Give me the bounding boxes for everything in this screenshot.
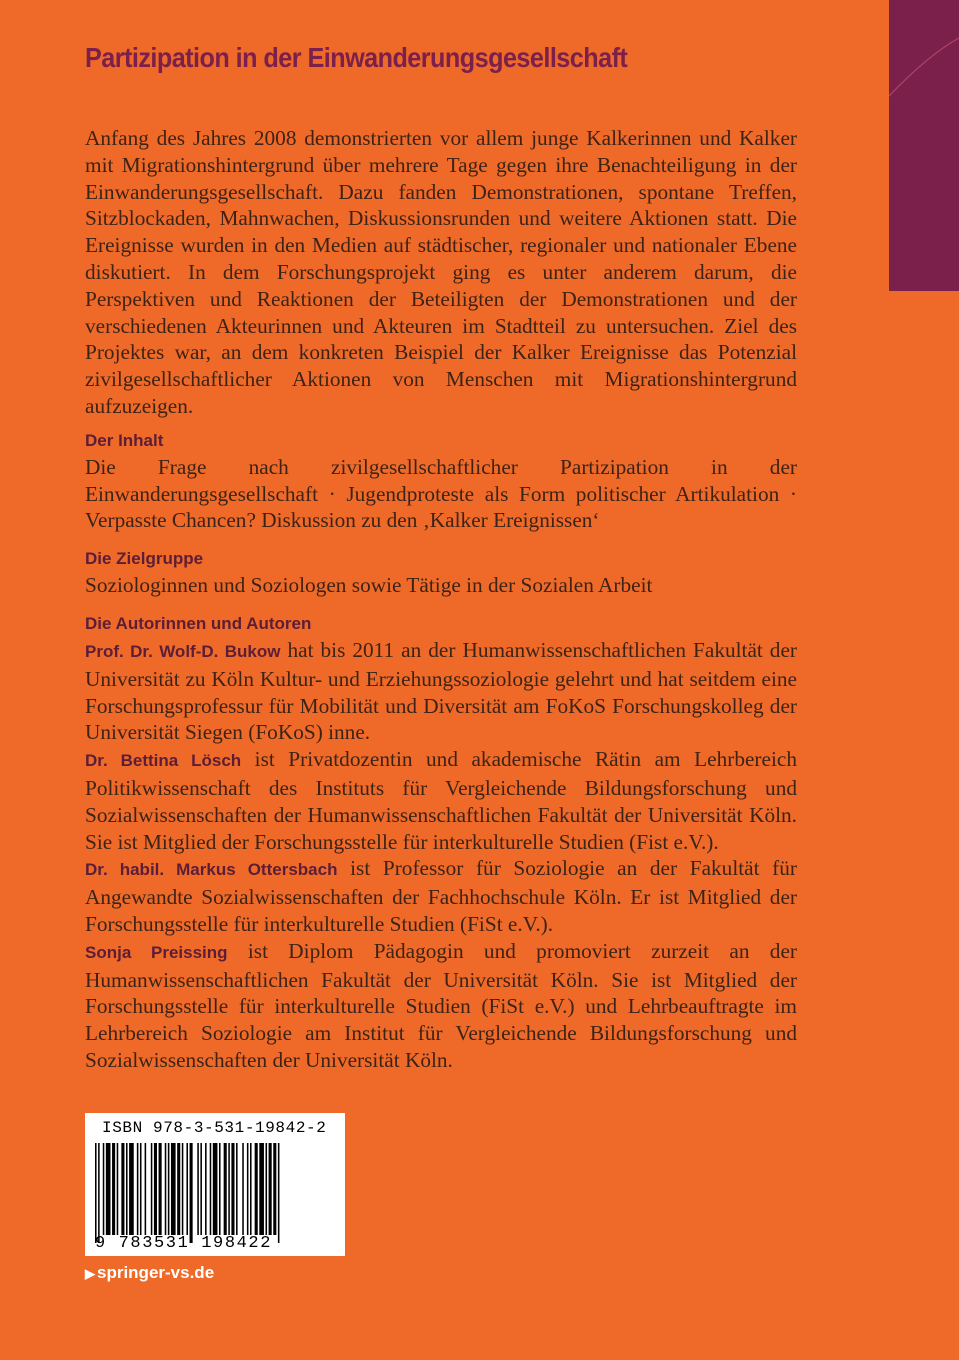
barcode-bar [137, 1143, 139, 1235]
barcode-bar [168, 1143, 170, 1235]
barcode-bar [106, 1143, 111, 1235]
barcode-bar [117, 1143, 119, 1235]
autoren-heading: Die Autorinnen und Autoren [85, 613, 312, 633]
barcode-bar [165, 1143, 167, 1235]
barcode-bar [177, 1143, 180, 1235]
author-bio-text: ist Privatdozentin und akademische Rätin am Lehrbereich Politikwissenschaft des Instituts für Vergleichende Bildungsforschung und Sozialwissenschaften der Humanwissenschaftlichen Fakultät der Universität Köln. Sie ist Mitglied der Forschungsstelle für interkulturelle Studien (Fist e.V.). [85, 747, 797, 854]
zielgruppe-text: Soziologinnen und Soziologen sowie Tätige in der Sozialen Arbeit [85, 573, 653, 598]
barcode-bar [186, 1143, 188, 1235]
barcode-bar [121, 1143, 124, 1235]
barcode-bar [242, 1143, 244, 1235]
corner-color-band [889, 0, 959, 291]
barcode-bar [200, 1143, 202, 1235]
author-bio-text: hat bis 2011 an der Humanwissenschaftlichen Fakultät der Universität zu Köln Kultur- und Erziehungssoziologie gelehrt und hat seitdem eine Forschungsprofessur für Mobilität und Diversität am FoKoS Forschungskolleg der Universität Siegen (FoKoS) inne. [85, 637, 798, 745]
barcode-bar [205, 1143, 207, 1235]
barcode-bar [228, 1143, 230, 1235]
publisher-url: springer-vs.de [97, 1263, 215, 1282]
barcode-bar [278, 1143, 280, 1243]
barcode-bar [145, 1143, 147, 1235]
barcode-bar [197, 1143, 199, 1235]
decorative-curve-icon [889, 0, 959, 291]
barcode-bar [126, 1143, 128, 1235]
barcode-bar [247, 1143, 249, 1235]
barcode-bar [273, 1143, 276, 1235]
author-name: Dr. Bettina Lösch [85, 751, 242, 771]
barcode-bar [129, 1143, 134, 1235]
author-name: Dr. habil. Markus Ottersbach [85, 860, 338, 880]
inhalt-text: Die Frage nach zivilgesellschaftlicher Partizipation in der Einwanderungsgesellschaft · Jugendproteste als Form politischer Artikulation · Verpasste Chancen? Diskussion zu den ‚Kalker Ereignissen‘ [85, 454, 797, 533]
barcode-bar [151, 1143, 153, 1235]
barcode-bar [210, 1143, 212, 1235]
barcode-bar [182, 1143, 184, 1235]
author-bio-text: ist Diplom Pädagogin und promoviert zurzeit an der Humanwissenschaftlichen Fakultät der Universität Köln. Sie ist Mitglied der Forschungsstelle für interkulturelle Studien (FiSt e.V.) und Lehrbeauftragte im Lehrbereich Soziologie am Institut für Vergleichende Bildungsforschung und Sozialwissenschaften der Universität Köln. [85, 938, 797, 1072]
barcode-bar [98, 1143, 100, 1243]
barcode-bar [112, 1143, 115, 1235]
intro-paragraph: Anfang des Jahres 2008 demonstrierten vor allem junge Kalkerinnen und Kalker mit Migrationshintergrund über mehrere Tage gegen ihre Benachteiligung in der Einwanderungsgesellschaft. Dazu fanden Demonstrationen, spontane Treffen, Sitzblockaden, Mahnwachen, Diskussionsrunden und weitere Aktionen statt. Die Ereignisse wurden in den Medien auf städtischer, regionaler und nationaler Ebene diskutiert. In dem Forschungsprojekt ging es unter anderem darum, die Perspektiven und Reaktionen der Beteiligten der Demonstrationen und der verschiedenen Akteurinnen und Akteuren im Stadtteil zu untersuchen. Ziel des Projektes war, an dem konkreten Beispiel der Kalker Ereignisse das Potenzial zivilgesellschaftlicher Aktionen von Menschen mit Migrationshintergrund aufzuzeigen. [85, 126, 797, 418]
author-bio [85, 746, 797, 855]
barcode-bar [250, 1143, 252, 1235]
barcode-digits: 9 783531 198422 [95, 1234, 273, 1253]
barcode-bar [219, 1143, 221, 1235]
barcode-bar [224, 1143, 227, 1235]
inhalt-heading: Der Inhalt [85, 430, 164, 450]
isbn-barcode [85, 1113, 345, 1256]
barcode-bar [236, 1143, 238, 1235]
barcode-bar [159, 1143, 162, 1235]
blurb [85, 125, 797, 1074]
barcode-bar [140, 1143, 142, 1235]
barcode-bar [95, 1143, 97, 1243]
barcode-bar [231, 1143, 234, 1235]
author-name: Sonja Preissing [85, 942, 228, 962]
barcode-bar [171, 1143, 176, 1235]
author-bio [85, 855, 797, 937]
barcode-bar [259, 1143, 264, 1235]
barcode-bar [190, 1143, 193, 1243]
barcode-bar [255, 1143, 258, 1235]
isbn-label: ISBN 978-3-531-19842-2 [102, 1119, 327, 1137]
arrow-right-icon: ▶ [85, 1266, 95, 1281]
barcode-bar [154, 1143, 157, 1235]
barcode-bar [213, 1143, 218, 1235]
author-bio [85, 938, 797, 1074]
book-title: Partizipation in der Einwanderungsgesellschaft [85, 42, 628, 73]
author-name: Prof. Dr. Wolf-D. Bukow [85, 641, 281, 661]
author-bio-text: ist Professor für Soziologie an der Fakultät für Angewandte Sozialwissenschaften der Fachhochschule Köln. Er ist Mitglied der Forschungsstelle für interkulturelle Studien (FiSt e.V.). [85, 856, 798, 936]
barcode-bar [266, 1143, 268, 1235]
barcode-bar [103, 1143, 105, 1235]
author-bio [85, 637, 797, 746]
barcode-bar [269, 1143, 272, 1235]
zielgruppe-heading: Die Zielgruppe [85, 549, 204, 569]
publisher-link[interactable] [85, 1262, 214, 1285]
